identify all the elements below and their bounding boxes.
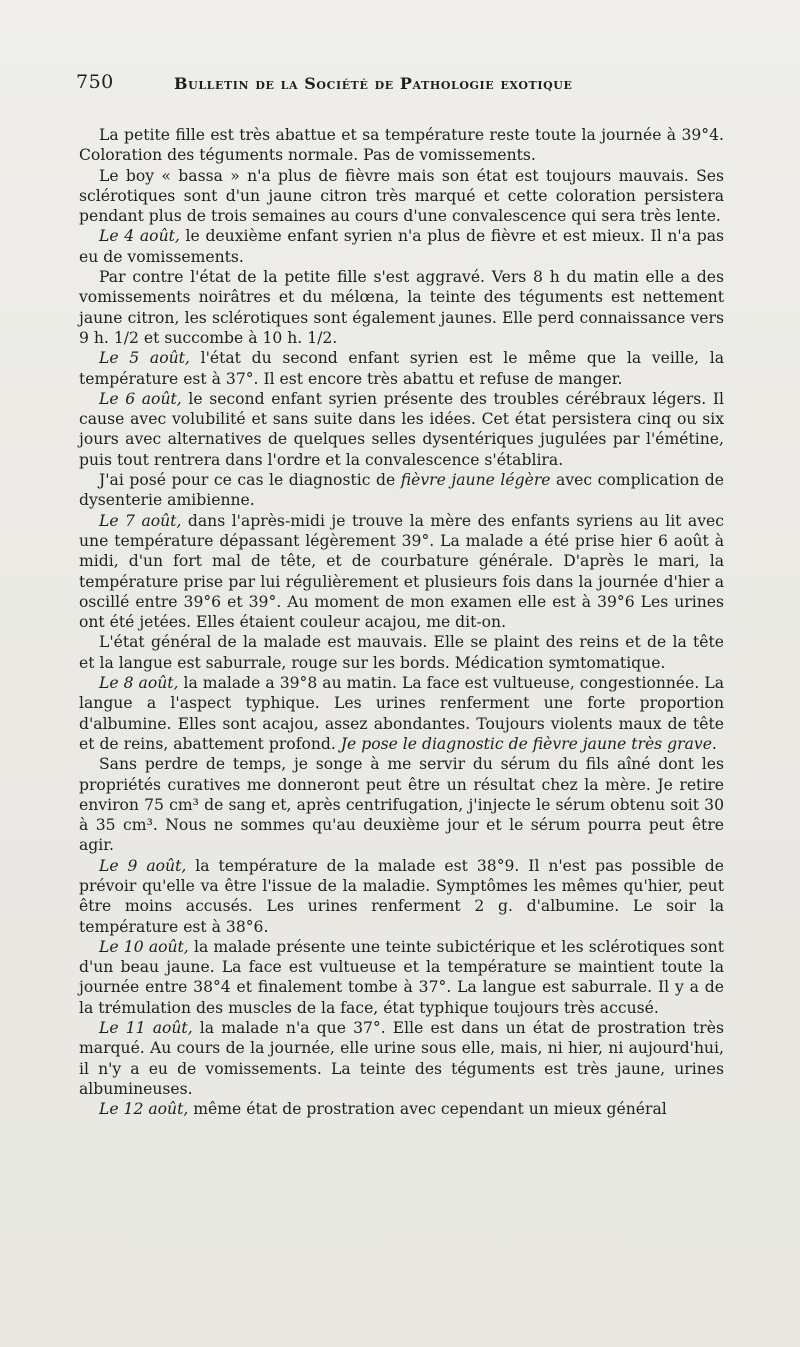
- italic-text: fièvre jaune légère: [400, 471, 551, 490]
- paragraph: [79, 856, 724, 937]
- text-run: la température de la malade est 38°9. Il n'est pas possible de prévoir qu'elle va être l'issue de la maladie. Symptômes les mêmes qu'hier, peut être moins accusés. Les urines renferment 2 g. d'albumine. Le soir la température est à 38°6.: [79, 856, 724, 936]
- text-run: Par contre l'état de la petite fille s'est aggravé. Vers 8 h du matin elle a des vomissements noirâtres et du mélœna, la teinte des téguments est nettement jaune citron, les sclérotiques sont également jaunes. Elle perd connaissance vers 9 h. 1/2 et succombe à 10 h. 1/2.: [79, 268, 724, 347]
- text-run: Sans perdre de temps, je songe à me servir du sérum du fils aîné dont les propriétés curatives me donneront peut être un résultat chez la mère. Je retire environ 75 cm³ de sang et, après centrifugation, j'injecte le sérum obtenu soit 30 à 35 cm³. Nous ne sommes qu'au deuxième jour et le sérum pourra peut être agir.: [79, 755, 724, 855]
- text-run: Le boy « bassa » n'a plus de fièvre mais son état est toujours mauvais. Ses sclérotiques sont d'un jaune citron très marqué et cette coloration persistera pendant plus de trois semaines au cours d'une convalescence qui sera très lente.: [79, 166, 724, 226]
- paragraph: [79, 673, 724, 754]
- paragraph: [79, 226, 724, 267]
- page-header: [76, 71, 736, 99]
- paragraph: [79, 1018, 724, 1099]
- paragraph: [79, 470, 724, 511]
- italic-text: Le 4 août,: [99, 227, 180, 246]
- italic-text: Le 5 août,: [99, 349, 190, 368]
- italic-text: Le 10 août,: [99, 937, 189, 956]
- paragraph: [79, 937, 724, 1018]
- italic-text: Je pose le diagnostic de fièvre jaune très grave.: [340, 734, 717, 753]
- italic-text: Le 12 août,: [99, 1100, 189, 1119]
- text-run: la malade a 39°8 au matin. La face est vultueuse, congestionnée. La langue a l'aspect typhique. Les urines renferment une forte proportion d'albumine. Elles sont acajou, assez abondantes. Toujours violents maux de tête et de reins, abattement profond.: [79, 674, 724, 753]
- paragraph: [79, 632, 724, 673]
- paragraph: [79, 511, 724, 633]
- text-run: le deuxième enfant syrien n'a plus de fièvre et est mieux. Il n'a pas eu de vomissements.: [79, 227, 724, 266]
- italic-text: Le 7 août,: [99, 511, 182, 530]
- italic-text: Le 9 août,: [99, 856, 187, 875]
- text-run: même état de prostration avec cependant un mieux général: [188, 1100, 667, 1119]
- text-run: la malade présente une teinte subictérique et les sclérotiques sont d'un beau jaune. La face est vultueuse et la température se maintient toute la journée entre 38°4 et finalement tombe à 37°. La langue est saburrale. Il y a de la trémulation des muscles de la face, état typhique toujours très accusé.: [79, 937, 724, 1017]
- text-run: avec complication de dysenterie amibienne.: [79, 471, 724, 510]
- paragraph: [79, 166, 724, 227]
- body-text: [79, 125, 724, 1120]
- running-title: Bulletin de la Société de Pathologie exotique: [174, 74, 573, 93]
- text-run: La petite fille est très abattue et sa température reste toute la journée à 39°4. Coloration des téguments normale. Pas de vomissements.: [79, 126, 724, 165]
- italic-text: Le 6 août,: [99, 389, 182, 408]
- paragraph: [79, 267, 724, 348]
- text-run: L'état général de la malade est mauvais. Elle se plaint des reins et de la tête et la langue est saburrale, rouge sur les bords. Médication symtomatique.: [79, 633, 724, 672]
- paragraph: [79, 348, 724, 389]
- paragraph: [79, 754, 724, 855]
- italic-text: Le 11 août,: [99, 1019, 193, 1038]
- paragraph: [79, 1099, 724, 1119]
- text-run: dans l'après-midi je trouve la mère des enfants syriens au lit avec une température dépassant légèrement 39°. La malade a été prise hier 6 août à midi, d'un fort mal de tête, et de courbature générale. D'après le mari, la température prise par lui régulièrement et plusieurs fois dans la journée d'hier a oscillé entre 39°6 et 39°. Au moment de mon examen elle est à 39°6 Les urines ont été jetées. Elles étaient couleur acajou, me dit-on.: [79, 511, 724, 632]
- text-run: le second enfant syrien présente des troubles cérébraux légers. Il cause avec volubilité et sans suite dans les idées. Cet état persistera cinq ou six jours avec alternatives de quelques selles dysentériques jugulées par l'émétine, puis tout rentrera dans l'ordre et la convalescence s'établira.: [79, 389, 724, 469]
- text-run: la malade n'a que 37°. Elle est dans un état de prostration très marqué. Au cours de la journée, elle urine sous elle, mais, ni hier, ni aujourd'hui, il n'y a eu de vomissements. La teinte des téguments est très jaune, urines albumineuses.: [79, 1019, 724, 1098]
- paragraph: [79, 389, 724, 470]
- paragraph: [79, 125, 724, 166]
- text-run: J'ai posé pour ce cas le diagnostic de: [99, 471, 401, 490]
- italic-text: Le 8 août,: [99, 674, 179, 693]
- page-number: 750: [76, 71, 114, 93]
- text-run: l'état du second enfant syrien est le même que la veille, la température est à 37°. Il est encore très abattu et refuse de manger.: [79, 349, 725, 388]
